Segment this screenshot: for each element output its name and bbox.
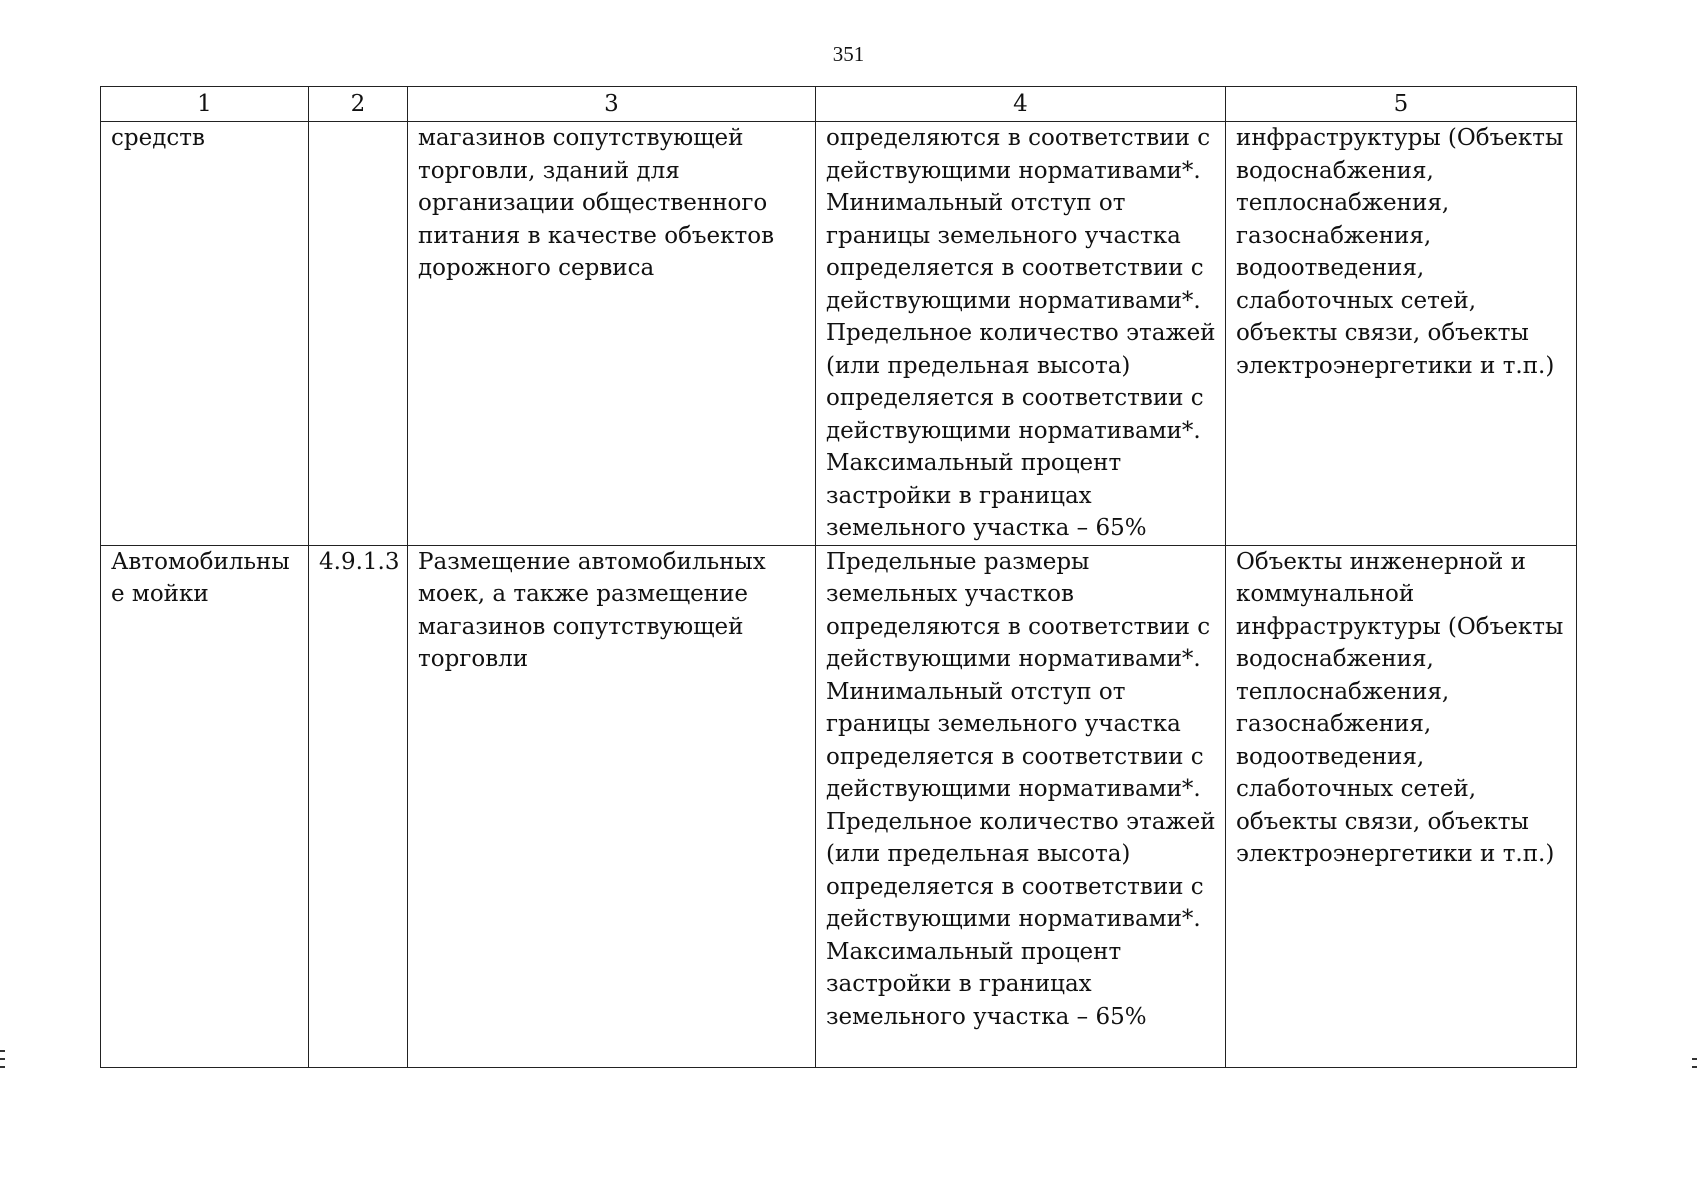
cell-text-line: питания в качестве объектов — [418, 222, 775, 249]
cell-text-line: (или предельная высота) — [826, 841, 1131, 867]
cell-text-line: действующими нормативами*. — [826, 287, 1201, 314]
cell-text-line: Размещение автомобильных — [418, 548, 766, 575]
cell-text-line: газоснабжения, — [1236, 711, 1432, 737]
header-col-5: 5 — [1226, 87, 1577, 122]
cell-use-name — [101, 122, 309, 546]
cell-text-line: электроэнергетики и т.п.) — [1236, 841, 1555, 867]
header-col-4: 4 — [816, 87, 1226, 122]
cell-text-line: коммунальной — [1236, 581, 1415, 607]
cell-text-line: (или предельная высота) — [826, 352, 1131, 379]
cell-description — [408, 122, 816, 546]
cell-text-line: определяется в соответствии с — [826, 743, 1204, 770]
cell-auxiliary-uses — [1226, 545, 1577, 1067]
cell-text-line: 4.9.1.3 — [319, 548, 400, 575]
cell-text-line: теплоснабжения, — [1236, 678, 1450, 705]
cell-text-line: застройки в границах — [826, 482, 1092, 509]
cell-text-line: водоотведения, — [1236, 743, 1425, 770]
cell-text-line: действующими нормативами*. — [826, 417, 1201, 444]
cell-text-line: газоснабжения, — [1236, 222, 1432, 249]
cell-text-line: торговли — [418, 646, 529, 672]
cell-text-line: границы земельного участка — [826, 222, 1181, 249]
cell-text-line: инфраструктуры (Объекты — [1236, 613, 1564, 640]
cell-text-line: объекты связи, объекты — [1236, 320, 1529, 346]
cell-text-line: Автомобильны — [111, 548, 290, 575]
scan-edge-mark — [0, 1050, 5, 1052]
cell-text-line: моек, а также размещение — [418, 581, 749, 607]
cell-text-line: е мойки — [111, 581, 209, 607]
cell-text-line: земельных участков — [826, 581, 1074, 607]
regulations-table — [100, 86, 1577, 1068]
cell-text-line: торговли, зданий для — [418, 157, 680, 184]
cell-text-line: действующими нормативами*. — [826, 776, 1201, 802]
cell-text-line: действующими нормативами*. — [826, 906, 1201, 932]
cell-text-line: магазинов сопутствующей — [418, 125, 744, 151]
cell-text-line: водоотведения, — [1236, 255, 1425, 281]
cell-use-name — [101, 545, 309, 1067]
cell-text-line: земельного участка – 65% — [826, 1003, 1147, 1030]
cell-text-line: организации общественного — [418, 190, 768, 216]
cell-text-line: Объекты инженерной и — [1236, 548, 1526, 575]
cell-text-line: водоснабжения, — [1236, 157, 1434, 184]
scan-edge-mark — [1692, 1058, 1697, 1060]
cell-text-line: определяется в соответствии с — [826, 873, 1204, 900]
scan-edge-mark — [0, 1058, 5, 1060]
cell-text-line: границы земельного участка — [826, 711, 1181, 737]
cell-code — [309, 122, 408, 546]
cell-text-line: Минимальный отступ от — [826, 678, 1126, 705]
cell-text-line: средств — [111, 125, 205, 151]
cell-parameters — [816, 122, 1226, 546]
header-col-2: 2 — [309, 87, 408, 122]
cell-text-line: электроэнергетики и т.п.) — [1236, 352, 1555, 379]
header-col-3: 3 — [408, 87, 816, 122]
cell-description — [408, 545, 816, 1067]
cell-text-line: Предельное количество этажей — [826, 320, 1216, 346]
cell-text-line: земельного участка – 65% — [826, 515, 1147, 541]
cell-text-line: Предельное количество этажей — [826, 808, 1216, 835]
cell-text-line: определяется в соответствии с — [826, 255, 1204, 281]
cell-text-line: Минимальный отступ от — [826, 190, 1126, 216]
cell-auxiliary-uses — [1226, 122, 1577, 546]
cell-text-line: инфраструктуры (Объекты — [1236, 125, 1564, 151]
page-number: 351 — [832, 42, 865, 66]
cell-text-line: слаботочных сетей, — [1236, 287, 1477, 314]
cell-text-line: теплоснабжения, — [1236, 190, 1450, 216]
scan-edge-mark — [1692, 1066, 1697, 1068]
cell-text-line: Максимальный процент — [826, 450, 1122, 476]
cell-text-line: определяется в соответствии с — [826, 385, 1204, 411]
header-col-1: 1 — [101, 87, 309, 122]
cell-parameters — [816, 545, 1226, 1067]
cell-text-line: Максимальный процент — [826, 938, 1122, 965]
cell-text-line: магазинов сопутствующей — [418, 613, 744, 640]
cell-text-line: определяются в соответствии с — [826, 125, 1211, 151]
cell-text-line: Предельные размеры — [826, 548, 1090, 575]
cell-text-line: застройки в границах — [826, 971, 1092, 997]
cell-text-line: слаботочных сетей, — [1236, 776, 1477, 802]
cell-text-line: дорожного сервиса — [418, 255, 655, 281]
cell-text-line: определяются в соответствии с — [826, 613, 1211, 640]
cell-text-line: водоснабжения, — [1236, 646, 1434, 672]
cell-text-line: действующими нормативами*. — [826, 646, 1201, 672]
cell-code — [309, 545, 408, 1067]
cell-text-line: действующими нормативами*. — [826, 157, 1201, 184]
scan-edge-mark — [0, 1066, 5, 1068]
table-row — [101, 122, 1577, 546]
table-row — [101, 545, 1577, 1067]
cell-text-line: объекты связи, объекты — [1236, 808, 1529, 835]
table-header-row — [101, 87, 1577, 122]
